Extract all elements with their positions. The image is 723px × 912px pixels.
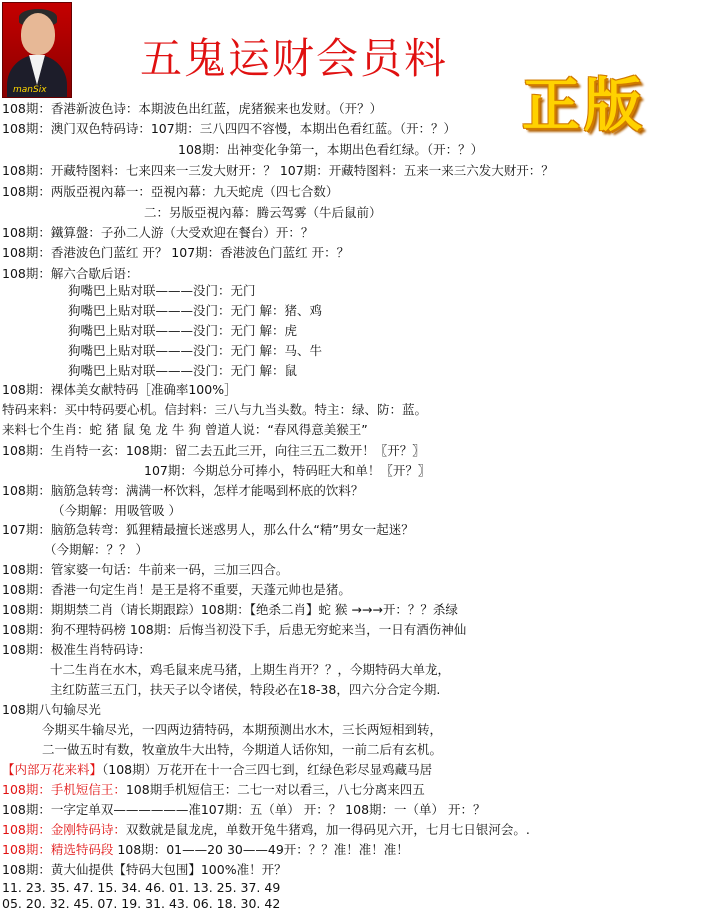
content-line: 108期：香港新波色诗：本期波色出红蓝，虎猪猴来也发财。（开？） <box>2 101 383 116</box>
page-title: 五鬼运财会员料 <box>140 34 449 83</box>
content-line: 狗嘴巴上贴对联———没门：无门 解：虎 <box>68 323 297 338</box>
content-line: 狗嘴巴上贴对联———没门：无门 解：马、牛 <box>68 343 322 358</box>
content-line: 107期：今期总分可捧小，特码旺大和单！〖开？〗 <box>144 463 431 478</box>
content-line: 狗嘴巴上贴对联———没门：无门 解：猪、鸡 <box>68 303 322 318</box>
photo-caption: manSix <box>13 85 47 95</box>
content-line: 108期：澳门双色特码诗：107期：三八四四不容慢，本期出色看红蓝。（开：？） <box>2 121 456 136</box>
content-line: 十二生肖在水木，鸡毛鼠来虎马猪，上期生肖开？？，今期特码大单龙， <box>50 662 451 677</box>
content-line: 108期：一字定单双——————准107期：五（单） 开：？ 108期：一（单） 开：？ <box>2 802 486 817</box>
content-line: 二一做五时有数，牧童放牛大出特，今期道人话你知，一前二后有玄机。 <box>42 742 443 757</box>
content-line: 108期：管家婆一句话：牛前来一码，三加三四合。 <box>2 562 289 577</box>
content-line: 108期：解六合歇后语： <box>2 266 139 281</box>
content-line: （今期解：？？ ） <box>44 542 148 557</box>
content-line: 108期：出神变化争第一，本期出色看红绿。（开：？） <box>178 142 484 157</box>
content-line: 108期：裸体美女献特码［准确率100%］ <box>2 382 237 397</box>
content-line: 108期八句输尽光 <box>2 702 101 717</box>
content-line: 108期：期期禁二肖（请长期跟踪）108期：【绝杀二肖】蛇 猴 →→→开：？？杀绿 <box>2 602 458 617</box>
zhengban-badge: 正版 <box>522 71 647 139</box>
profile-photo <box>2 2 72 98</box>
content-line: 狗嘴巴上贴对联———没门：无门 解：鼠 <box>68 363 297 378</box>
content-line: 二：另版亞視內幕：腾云驾雾（牛后鼠前） <box>144 205 382 220</box>
content-line: 108期：精选特码段 108期：01——20 30——49开：？？准！准！准！ <box>2 842 409 857</box>
content-line: 主红防蓝三五门，扶天子以令诸侯，特段必在18-38，四六分合定今期. <box>50 682 441 697</box>
content-line: 108期：手机短信王：108期手机短信王：二七一对以看三，八七分离来四五 <box>2 782 425 797</box>
content-line: 108期：脑筋急转弯：满满一杯饮料，怎样才能喝到杯底的饮料？ <box>2 483 364 498</box>
content-line: 【内部万花来料】（108期）万花开在十一合三四七到，红绿色彩尽显鸡藏马居 <box>2 762 433 777</box>
content-line: 108期：鐵算盤：子孙二人游（大受欢迎在餐台）开：？ <box>2 225 314 240</box>
content-line: 特码来料：买中特码要心机。信封料：三八与九当头数。特主：绿、防：蓝。 <box>2 402 428 417</box>
content-line: 今期买牛输尽光，一四两边猜特码，本期预测出水木，三长两短相到转， <box>42 722 443 737</box>
content-line: 108期：极准生肖特码诗： <box>2 642 151 657</box>
content-line: 108期：两版亞視內幕一：亞視內幕：九天蛇虎（四七合数） <box>2 184 339 199</box>
content-line: 108期：狗不理特码榜 108期：后悔当初没下手，后患无穷蛇来当，一日有酒伤神仙 <box>2 622 467 637</box>
content-line: 108期：生肖特一玄：108期：留二去五此三开，向往三五二数开！〖开？〗 <box>2 443 425 458</box>
photo-face <box>21 13 55 55</box>
content-line: 108期：金刚特码诗：双数就是鼠龙虎，单数开兔牛猪鸡，加一得码见六开，七月七日银河会。. <box>2 822 530 837</box>
content-line: 108期：香港波色门蓝红 开？ 107期：香港波色门蓝红 开：？ <box>2 245 350 260</box>
content-line: 来料七个生肖：蛇 猪 鼠 兔 龙 牛 狗 曾道人说：“春风得意美猴王” <box>2 422 368 437</box>
content-line: 108期：开藏特图料：七来四来一三发大财开：？ 107期：开藏特图料：五来一来三六发大财开：？ <box>2 163 554 178</box>
content-line: 11. 23. 35. 47. 15. 34. 46. 01. 13. 25. 37. 49 <box>2 880 281 895</box>
content-line: 狗嘴巴上贴对联———没门：无门 <box>68 283 256 298</box>
content-line: 107期：脑筋急转弯：狐狸精最擅长迷惑男人，那么什么“精”男女一起迷？ <box>2 522 414 537</box>
content-line: 108期：香港一句定生肖！是王是将不重要，天蓬元帅也是猪。 <box>2 582 351 597</box>
content-line: 108期：黄大仙提供【特码大包围】100%准！开？ <box>2 862 287 877</box>
content-line: 05. 20. 32. 45. 07. 19. 31. 43. 06. 18. 30. 42 <box>2 896 281 911</box>
content-line: （今期解：用吸管吸 ） <box>52 503 181 518</box>
